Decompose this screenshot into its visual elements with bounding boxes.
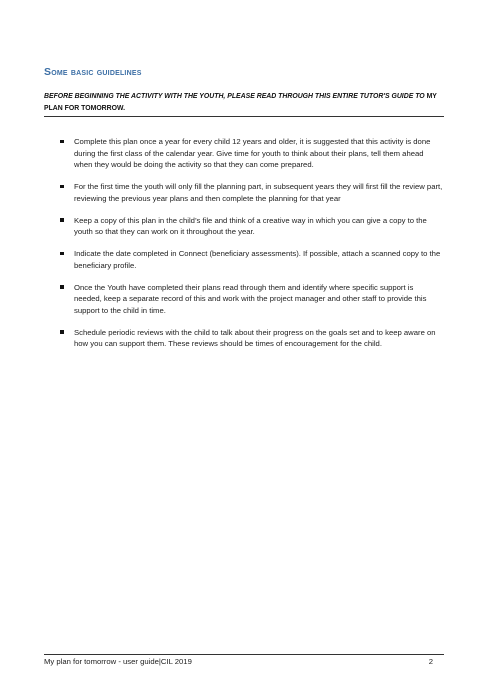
bullet-square-icon <box>60 218 64 222</box>
bullet-square-icon <box>60 185 64 189</box>
list-item-text: Complete this plan once a year for every child 12 years and older, it is suggested that this activity is done during the first class of the calendar year. Give time for youth to think about their plans, tell them ahead when they would be doing the activity so that they can come prepared. <box>74 137 431 169</box>
page-number: 2 <box>428 657 433 666</box>
intro-italic-text: BEFORE BEGINNING THE ACTIVITY WITH THE YOUTH, PLEASE READ THROUGH THIS ENTIRE TUTOR'S GUIDE TO <box>44 93 425 100</box>
list-item-text: Once the Youth have completed their plans read through them and identify where specific support is needed, keep a separate record of this and work with the project manager and other staff to provide this support to the child in time. <box>74 282 427 315</box>
list-item-text: Indicate the date completed in Connect (beneficiary assessments). If possible, attach a scanned copy to the beneficiary profile. <box>74 249 441 270</box>
list-item-text: Keep a copy of this plan in the child’s file and think of a creative way in which you can give a copy to the youth so that they can work on it throughout the year. <box>74 215 427 236</box>
list-item <box>60 282 443 317</box>
bullet-square-icon <box>60 285 64 289</box>
heading-first-letter: S <box>44 66 52 78</box>
footer-title: My plan for tomorrow - user guide|CIL 2019 <box>44 657 192 666</box>
list-item <box>60 327 443 350</box>
bullet-square-icon <box>60 330 64 334</box>
intro-plain-text: MY PLAN FOR TOMORROW. <box>44 93 437 112</box>
list-item <box>60 181 443 204</box>
list-item <box>60 248 443 271</box>
intro-instruction <box>44 91 444 117</box>
heading-rest: ome basic guidelines <box>51 66 142 78</box>
bullet-square-icon <box>60 140 64 144</box>
guidelines-list <box>60 136 443 360</box>
section-heading <box>44 66 142 78</box>
bullet-square-icon <box>60 252 64 256</box>
list-item <box>60 136 443 171</box>
list-item <box>60 215 443 238</box>
list-item-text: For the first time the youth will only fill the planning part, in subsequent years they will first fill the review part, reviewing the previous year plans and then complete the planning for that year <box>74 182 443 203</box>
page-footer <box>44 654 444 666</box>
list-item-text: Schedule periodic reviews with the child to talk about their progress on the goals set and to keep aware on how you can support them. These reviews should be times of encouragement for the child. <box>74 327 436 348</box>
